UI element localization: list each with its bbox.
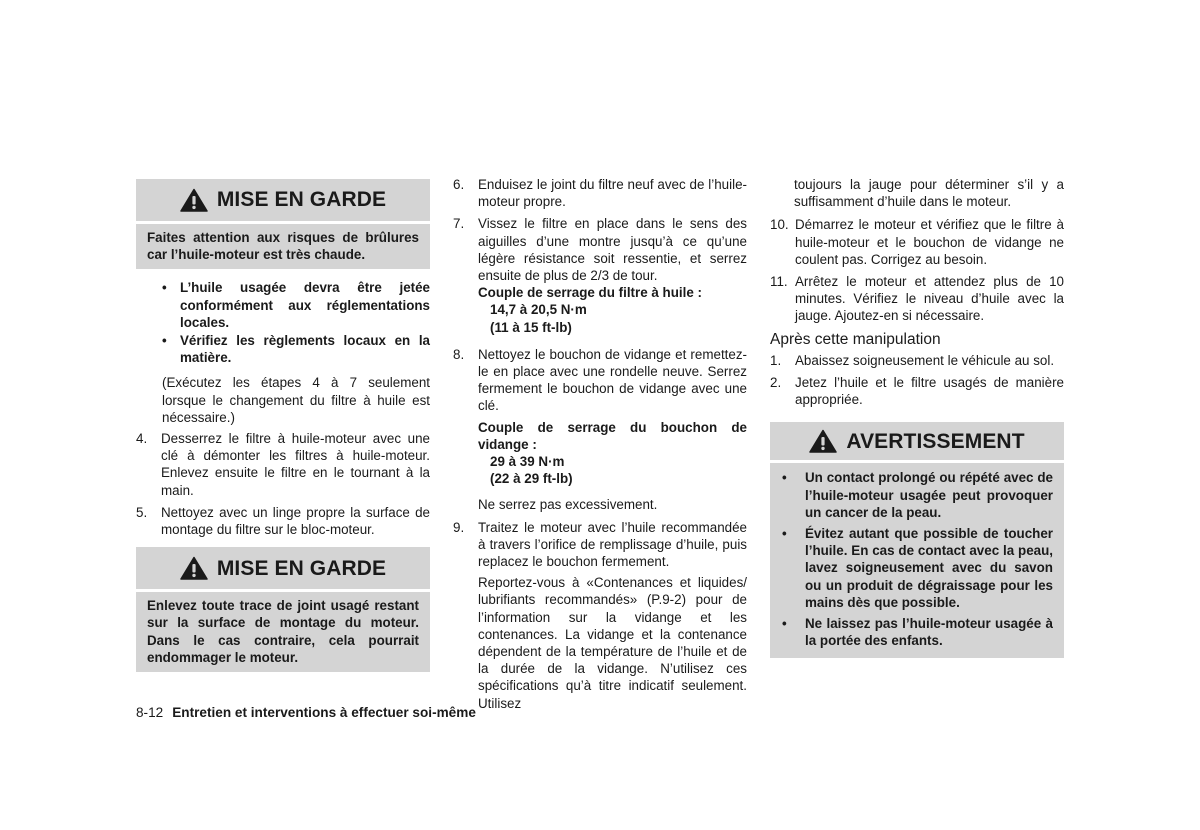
section-heading: Après cette manipulation	[770, 330, 941, 348]
caution-header	[136, 547, 430, 589]
torque-value-ftlb: (11 à 15 ft-lb)	[490, 319, 572, 335]
step-number: 10.	[770, 217, 789, 233]
caution-title: MISE EN GARDE	[216, 188, 387, 212]
caution-header	[136, 179, 430, 221]
page-footer	[136, 704, 476, 721]
warning-triangle-icon	[809, 429, 837, 453]
step-text: Traitez le moteur avec l’huile recommandée à travers l’orifice de remplissage d’huile, puis replacez le bouchon fermement.	[478, 519, 747, 570]
step-number: 9.	[453, 519, 465, 535]
torque-label: Couple de serrage du bouchon de vidange :	[478, 419, 747, 452]
column-right	[770, 176, 1064, 658]
torque-value-ftlb: (22 à 29 ft-lb)	[490, 471, 573, 487]
step-number: 8.	[453, 346, 465, 362]
caution-text: Faites attention aux risques de brûlures car l’huile-moteur est très chaude.	[136, 224, 430, 269]
step-text: Nettoyez avec un linge propre la surface de montage du filtre sur le bloc-moteur.	[161, 504, 430, 538]
step-text: Abaissez soigneusement le véhicule au sol.	[795, 352, 1055, 368]
step-5	[136, 504, 430, 538]
column-middle	[453, 176, 747, 717]
bullet-list	[136, 279, 430, 366]
step-11	[770, 273, 1064, 325]
list-item: • L’huile usagée devra être jetée conformément aux réglementations locales.	[136, 279, 430, 331]
note-text: (Exécutez les étapes 4 à 7 seulement lorsque le changement du filtre à huile est nécessaire.)	[162, 375, 430, 425]
step-10	[770, 216, 1064, 268]
caution-text: Enlevez toute trace de joint usagé restant sur la surface de montage du moteur. Dans le cas contraire, cela pourrait endommager le moteur.	[136, 592, 430, 672]
torque-value-nm: 29 à 39 N·m	[490, 454, 565, 470]
step-number: 4.	[136, 431, 148, 447]
step-text: Desserrez le filtre à huile-moteur avec une clé à démonter les filtres à huile-moteur. Enlevez ensuite le filtre en le tournant à la main.	[161, 431, 430, 498]
step-9	[453, 519, 747, 712]
warning-header	[770, 422, 1064, 460]
step-text-continued: Reportez-vous à «Contenances et liquides/ lubrifiants recommandés» (P.9-2) pour de l’information sur la vidange et les contenances. La vidange et la contenance dépendent de la température de l’huile et de la durée de la vidange. N’utilisez ces spécifications qu’à titre indicatif seulement. Utilisez	[478, 575, 747, 711]
step-number: 1.	[770, 352, 782, 368]
step-note: Ne serrez pas excessivement.	[478, 497, 658, 513]
list-item: • Évitez autant que possible de toucher l’huile. En cas de contact avec la peau, lavez soigneusement avec du savon ou un produit de dégraissage pour les mains dès que possible.	[770, 525, 1053, 611]
warning-triangle-icon	[180, 556, 208, 580]
caution-title: MISE EN GARDE	[216, 556, 387, 580]
step-4	[136, 430, 430, 499]
step-number: 6.	[453, 177, 465, 192]
step-text: Jetez l’huile et le filtre usagés de manière appropriée.	[795, 375, 1064, 408]
warning-body	[770, 463, 1064, 658]
list-item: • Ne laissez pas l’huile-moteur usagée à la portée des enfants.	[770, 615, 1053, 649]
step-number: 11.	[770, 274, 788, 290]
step-number: 5.	[136, 504, 148, 520]
step-text: Nettoyez le bouchon de vidange et remettez-le en place avec une rondelle neuve. Serrez fermement le bouchon de vidange avec une clé.	[478, 346, 747, 414]
step-number: 2.	[770, 375, 782, 391]
page-number: 8-12	[136, 705, 164, 720]
list-item: • Vérifiez les règlements locaux en la matière.	[136, 332, 430, 366]
step-number: 7.	[453, 216, 465, 232]
torque-label: Couple de serrage du filtre à huile :	[478, 285, 702, 301]
torque-value-nm: 14,7 à 20,5 N·m	[490, 302, 587, 318]
step-6	[453, 176, 747, 210]
warning-title: AVERTISSEMENT	[846, 429, 1025, 453]
column-left	[136, 176, 430, 672]
step-text: Démarrez le moteur et vérifiez que le filtre à huile-moteur et le bouchon de vidange ne coulent pas. Corrigez au besoin.	[795, 217, 1064, 267]
step-7	[453, 215, 747, 335]
chapter-title: Entretien et interventions à effectuer soi-même	[172, 705, 476, 720]
list-item: • Un contact prolongé ou répété avec de l’huile-moteur usagée peut provoquer un cancer de la peau.	[770, 469, 1053, 521]
after-step-1	[770, 352, 1064, 369]
step-text: Enduisez le joint du filtre neuf avec de l’huile-moteur propre.	[478, 177, 747, 210]
warning-triangle-icon	[180, 188, 208, 212]
warning-list	[770, 469, 1053, 649]
step-text: Vissez le filtre en place dans le sens des aiguilles d’une montre jusqu’à ce qu’une légère résistance soit ressentie, et serrez ensuite de plus de 2/3 de tour.	[478, 216, 747, 284]
step-text: Arrêtez le moteur et attendez plus de 10 minutes. Vérifiez le niveau d’huile avec la jauge. Ajoutez-en si nécessaire.	[795, 274, 1064, 324]
step-8	[453, 346, 747, 514]
after-step-2	[770, 374, 1064, 408]
continued-text: toujours la jauge pour déterminer s’il y a suffisamment d’huile dans le moteur.	[794, 177, 1064, 210]
